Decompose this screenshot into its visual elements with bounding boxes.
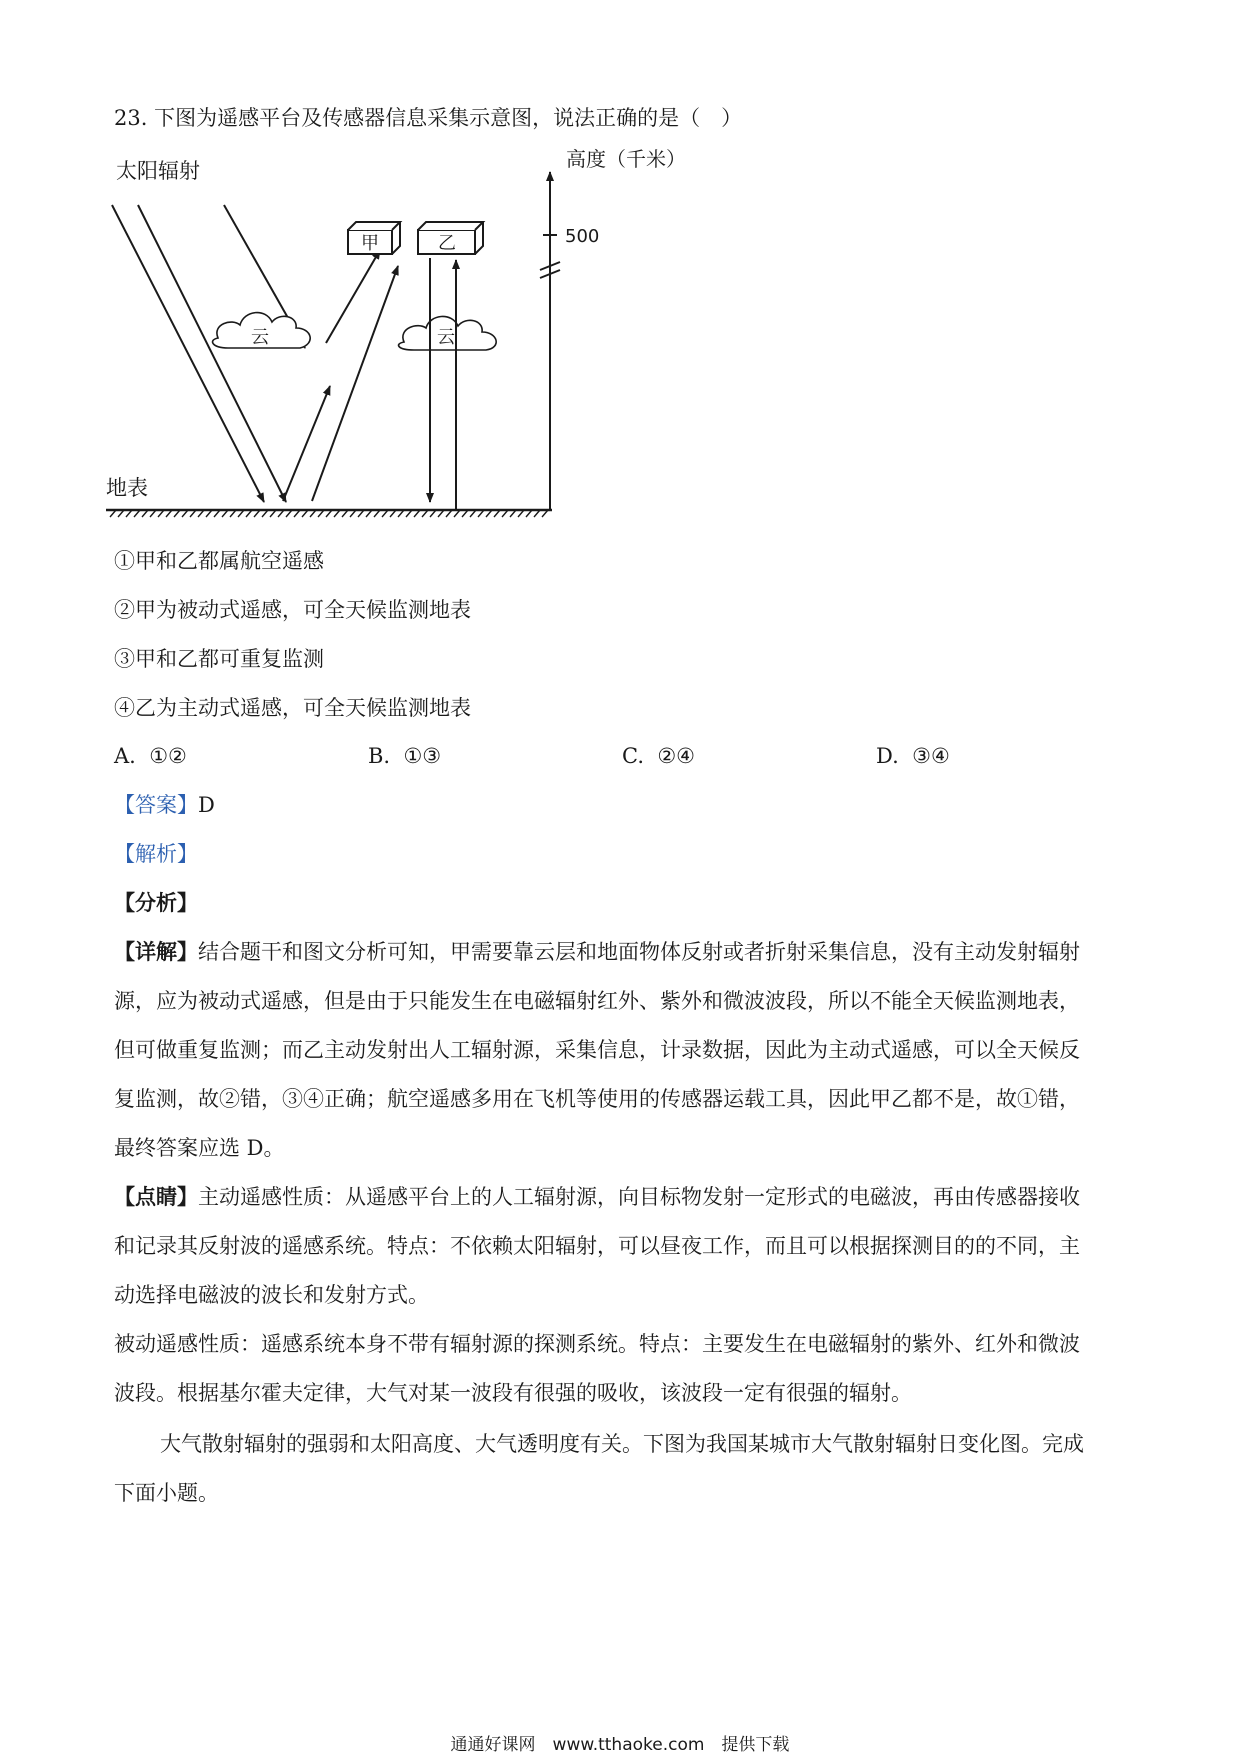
reflection-ground-to-cloud <box>283 386 330 501</box>
choice-d-text: ③④ <box>912 744 950 768</box>
cloud-left <box>213 313 311 348</box>
height-label-500: 500 <box>565 226 600 247</box>
answer-line <box>114 791 215 819</box>
dianjing-line-3: 动选择电磁波的波长和发射方式。 <box>114 1283 429 1307</box>
remote-sensing-diagram <box>100 147 686 530</box>
cloud-right-label: 云 <box>437 327 455 348</box>
sun-ray-2 <box>138 205 286 502</box>
statement-2: ②甲为被动式遥感，可全天候监测地表 <box>114 598 471 622</box>
label-height: 高度（千米） <box>566 147 686 171</box>
dianjing-line-5: 波段。根据基尔霍夫定律，大气对某一波段有很强的吸收，该波段一定有很强的辐射。 <box>114 1381 912 1405</box>
xiangjie-line-5: 最终答案应选 D。 <box>114 1136 285 1160</box>
next-intro-line-1: 大气散射辐射的强弱和太阳高度、大气透明度有关。下图为我国某城市大气散射辐射日变化图。完成 <box>160 1432 1084 1456</box>
satellite-jia <box>348 222 400 254</box>
xiangjie-line-2: 源，应为被动式遥感，但是由于只能发生在电磁辐射红外、紫外和微波波段，所以不能全天候监测地表， <box>114 989 1080 1013</box>
answer-tag: 【答案】 <box>114 793 198 817</box>
footer-watermark: 通通好课网 www.tthaoke.com 提供下载 <box>450 1735 790 1755</box>
reflection-cloud-to-jia <box>326 250 380 343</box>
choice-d-letter: D. <box>876 744 899 768</box>
choice-b <box>368 742 441 770</box>
reflection-ground-to-jia <box>312 266 398 501</box>
dianjing-text-1: 主动遥感性质：从遥感平台上的人工辐射源，向目标物发射一定形式的电磁波，再由传感器接收 <box>198 1185 1080 1209</box>
choice-c <box>622 742 695 770</box>
sun-ray-1 <box>112 205 264 502</box>
statement-3: ③甲和乙都可重复监测 <box>114 647 324 671</box>
box-jia-label: 甲 <box>361 233 379 254</box>
dianjing-tag: 【点睛】 <box>114 1184 198 1209</box>
choice-c-letter: C. <box>622 744 644 768</box>
analysis-tag: 【解析】 <box>114 842 198 866</box>
dianjing-line-1 <box>114 1183 1080 1211</box>
choice-d <box>876 742 950 770</box>
answer-value: D <box>198 793 215 817</box>
xiangjie-text-1: 结合题干和图文分析可知，甲需要靠云层和地面物体反射或者折射采集信息，没有主动发射辐射 <box>198 940 1080 964</box>
choice-b-text: ①③ <box>403 744 442 768</box>
choice-a-letter: A. <box>114 744 136 768</box>
choice-b-letter: B. <box>368 744 391 768</box>
statement-4: ④乙为主动式遥感，可全天候监测地表 <box>114 696 471 720</box>
cloud-left-label: 云 <box>251 327 269 348</box>
choice-a-text: ①② <box>149 744 187 768</box>
xiangjie-tag: 【详解】 <box>114 939 198 964</box>
cloud-right <box>399 316 497 350</box>
xiangjie-line-1 <box>114 938 1080 966</box>
label-ground: 地表 <box>106 476 148 500</box>
choice-a <box>114 742 187 770</box>
dianjing-line-2: 和记录其反射波的遥感系统。特点：不依赖太阳辐射，可以昼夜工作，而且可以根据探测目的的不同，主 <box>114 1234 1080 1258</box>
xiangjie-line-3: 但可做重复监测；而乙主动发射出人工辐射源，采集信息，计录数据，因此为主动式遥感，可以全天候反 <box>114 1038 1080 1062</box>
dianjing-line-4: 被动遥感性质：遥感系统本身不带有辐射源的探测系统。特点：主要发生在电磁辐射的紫外、红外和微波 <box>114 1332 1080 1356</box>
next-intro-line-2: 下面小题。 <box>114 1481 219 1505</box>
choice-c-text: ②④ <box>657 744 696 768</box>
statement-1: ①甲和乙都属航空遥感 <box>114 549 324 573</box>
xiangjie-line-4: 复监测，故②错，③④正确；航空遥感多用在飞机等使用的传感器运载工具，因此甲乙都不是，故①错， <box>114 1087 1080 1111</box>
fenxi-tag: 【分析】 <box>114 890 198 915</box>
box-yi-label: 乙 <box>438 233 456 254</box>
label-sun-radiation: 太阳辐射 <box>116 159 200 183</box>
question-title: 23. 下图为遥感平台及传感器信息采集示意图，说法正确的是（ ） <box>114 106 743 130</box>
satellite-yi <box>418 222 483 254</box>
